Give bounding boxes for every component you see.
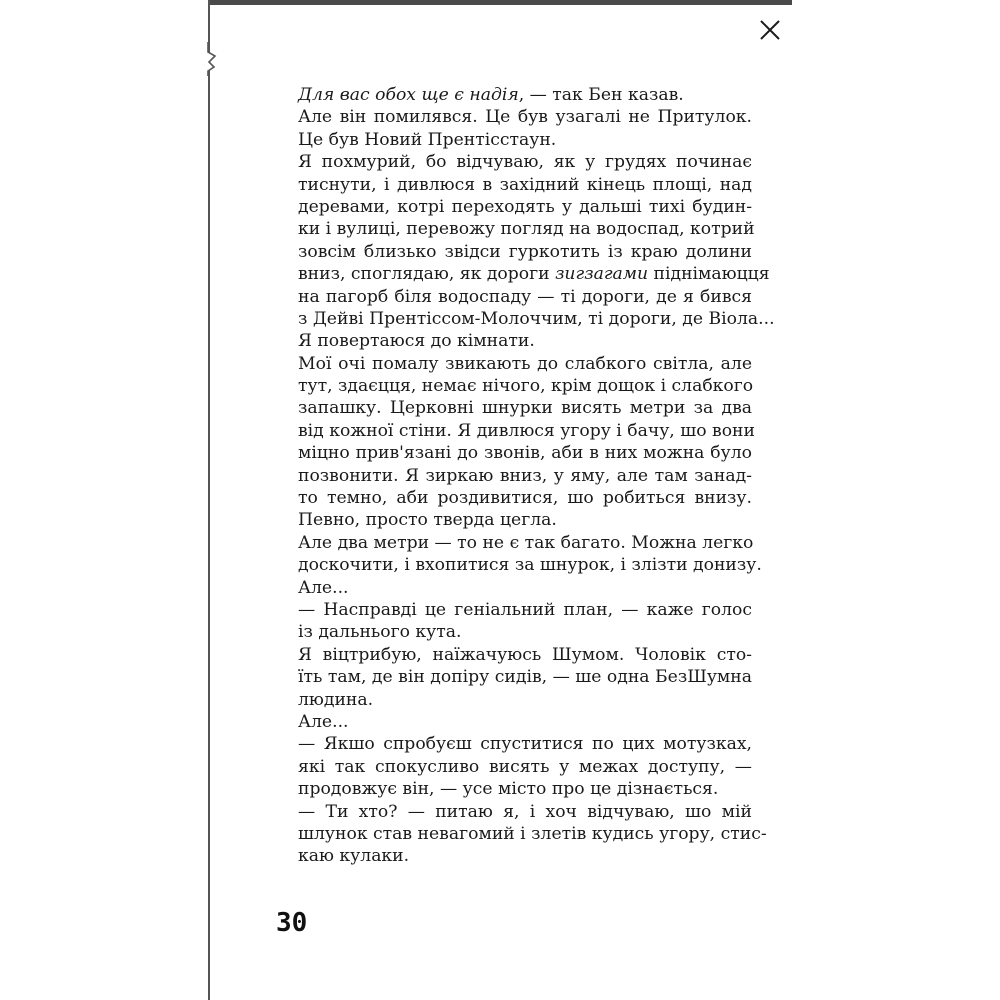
text-run: , — так Бен казав.	[518, 85, 684, 105]
text-line: — Ти хто? — питаю я, і хоч відчуваю, шо мій	[298, 801, 752, 822]
text-line: Мої очі помалу звикають до слабкого світла, але	[298, 353, 752, 374]
text-line: Певно, просто тверда цегла.	[298, 510, 557, 531]
paragraph	[298, 84, 752, 106]
close-button[interactable]	[756, 16, 784, 44]
text-line: Це був Новий Прентісстаун.	[298, 129, 557, 150]
paragraph	[298, 577, 752, 599]
text-line: продовжує він, — усе місто про це дізнається.	[298, 779, 719, 800]
text-line: деревами, котрі переходять у дальші тихі будин-	[298, 196, 752, 217]
paragraph	[298, 733, 752, 800]
italic-text: зигзагами	[555, 264, 649, 285]
italic-text: Для вас обох ще є надія	[298, 85, 519, 105]
text-line: позвонити. Я зиркаю вниз, у яму, але там занад-	[298, 465, 752, 486]
text-line: шлунок став невагомий і злетів кудись угору, стис-	[298, 823, 767, 844]
text-line: Але...	[298, 711, 349, 732]
text-line: Але два метри — то не є так багато. Можна легко	[298, 532, 754, 553]
paragraph	[298, 532, 762, 577]
text-line: які так спокусливо висять у межах доступу, —	[298, 756, 752, 777]
text-line: Але він помилявся. Це був узагалі не Притулок.	[298, 107, 752, 128]
page-text	[298, 84, 775, 868]
text-line	[298, 84, 752, 106]
text-line: то темно, аби роздивитися, шо робиться внизу.	[298, 488, 752, 509]
page-tear-icon	[206, 42, 220, 76]
paragraph	[298, 106, 752, 151]
text-run: піднімаюцця	[648, 264, 770, 285]
text-line: з Дейві Прентіссом-Молоччим, ті дороги, де Віола...	[298, 308, 775, 329]
text-line: від кожної стіни. Я дивлюся угору і бачу, шо вони	[298, 420, 755, 441]
text-line: Але...	[298, 577, 349, 598]
text-line: міцно прив'язані до звонів, аби в них можна було	[298, 443, 752, 464]
page-top-edge	[208, 0, 792, 5]
text-line: — Насправді це геніальний план, — каже голос	[298, 599, 752, 620]
text-line: Я похмурий, бо відчуваю, як у грудях починає	[298, 152, 752, 173]
text-line: людина.	[298, 689, 374, 710]
paragraph	[298, 801, 767, 868]
paragraph	[298, 151, 775, 330]
text-line	[298, 263, 770, 285]
text-line: Я повертаюся до кімнати.	[298, 331, 535, 352]
text-line: доскочити, і вхопитися за шнурок, і злізти донизу.	[298, 555, 762, 576]
paragraph	[298, 711, 752, 733]
text-run: вниз, споглядаю, як дороги	[298, 264, 556, 285]
close-icon	[756, 16, 784, 44]
text-line: каю кулаки.	[298, 846, 410, 867]
text-line: тут, здаєцця, немає нічого, крім дощок і слабкого	[298, 376, 754, 397]
paragraph	[298, 330, 752, 352]
text-line: зовсім близько звідси гуркотить із краю долини	[298, 241, 752, 262]
text-line: — Якшо спробуєш спуститися по цих мотузках,	[298, 734, 752, 755]
paragraph	[298, 644, 752, 711]
text-line: Я віцтрибую, наїжачуюсь Шумом. Чоловік сто-	[298, 644, 752, 665]
text-line: тиснути, і дивлюся в західний кінець площі, над	[298, 174, 752, 195]
text-line: їть там, де він допіру сидів, — ше одна БезШумна	[298, 667, 752, 688]
page-number: 30	[276, 908, 308, 938]
text-line: на пагорб біля водоспаду — ті дороги, де я бився	[298, 286, 752, 307]
book-page	[208, 0, 792, 1000]
page-left-edge	[208, 0, 210, 1000]
paragraph	[298, 353, 755, 532]
paragraph	[298, 599, 752, 644]
text-line: ки і вулиці, перевожу погляд на водоспад, котрий	[298, 219, 755, 240]
text-line: запашку. Церковні шнурки висять метри за два	[298, 398, 752, 419]
text-line: із дальнього кута.	[298, 622, 462, 643]
